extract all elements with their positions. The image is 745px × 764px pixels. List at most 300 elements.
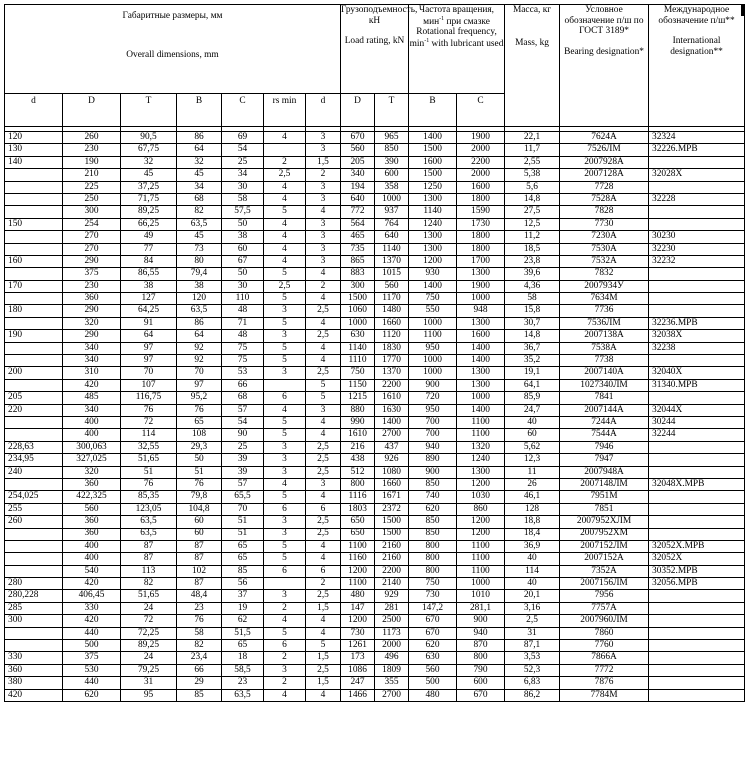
header-mass-en: Mass, kg — [515, 37, 549, 48]
table-cell: 4 — [264, 181, 306, 193]
table-cell: 234,95 — [5, 454, 63, 466]
table-cell: 110 — [222, 293, 264, 305]
table-cell — [5, 379, 63, 391]
table-cell: 3 — [264, 305, 306, 317]
table-cell: 965 — [375, 132, 409, 144]
table-cell — [649, 280, 745, 292]
table-cell: 76 — [177, 404, 222, 416]
table-cell: 5 — [306, 379, 341, 391]
table-cell: 5 — [264, 553, 306, 565]
table-cell: 1800 — [457, 243, 505, 255]
table-cell: 63,5 — [177, 218, 222, 230]
table-cell: 72 — [121, 416, 177, 428]
table-cell: 5 — [264, 416, 306, 428]
table-cell: 1,5 — [306, 677, 341, 689]
table-cell: 26 — [505, 478, 560, 490]
table-cell: 51 — [222, 528, 264, 540]
table-cell: 465 — [341, 231, 375, 243]
table-row — [5, 615, 745, 627]
table-cell: 1100 — [457, 540, 505, 552]
table-cell: 97 — [121, 355, 177, 367]
table-cell: 1000 — [341, 317, 375, 329]
table-cell: 4 — [306, 491, 341, 503]
corner-mark — [741, 4, 744, 16]
table-cell: 358 — [375, 181, 409, 193]
table-cell: 72 — [121, 615, 177, 627]
table-cell: 2007934У — [560, 280, 649, 292]
table-cell: 650 — [341, 516, 375, 528]
table-cell: 560 — [409, 664, 457, 676]
table-cell: 7730 — [560, 218, 649, 230]
table-cell: 87 — [177, 540, 222, 552]
table-row — [5, 268, 745, 280]
table-cell: 1200 — [457, 478, 505, 490]
table-cell: 62 — [222, 615, 264, 627]
table-cell: 1809 — [375, 664, 409, 676]
table-cell: 2 — [264, 652, 306, 664]
table-cell: 2,5 — [306, 528, 341, 540]
table-cell: 883 — [341, 268, 375, 280]
table-cell: 60 — [222, 243, 264, 255]
table-cell: 40 — [505, 416, 560, 428]
table-cell: 30 — [222, 280, 264, 292]
table-cell — [5, 528, 63, 540]
table-cell: 1000 — [457, 293, 505, 305]
table-cell: 14,8 — [505, 193, 560, 205]
table-cell: 76 — [121, 404, 177, 416]
table-cell: 114 — [505, 565, 560, 577]
table-cell: 216 — [341, 441, 375, 453]
table-cell — [5, 640, 63, 652]
table-cell: 4 — [264, 689, 306, 701]
table-cell: 36,9 — [505, 540, 560, 552]
table-cell: 64 — [121, 330, 177, 342]
table-cell — [5, 429, 63, 441]
table-cell: 1100 — [457, 565, 505, 577]
table-cell: 800 — [409, 553, 457, 565]
header-dimensions — [5, 5, 341, 94]
table-cell: 640 — [341, 193, 375, 205]
table-cell: 4 — [264, 218, 306, 230]
table-cell — [5, 565, 63, 577]
table-cell: 14,8 — [505, 330, 560, 342]
table-cell: 420 — [63, 578, 121, 590]
table-cell: 86,55 — [121, 268, 177, 280]
table-cell: 2,5 — [306, 305, 341, 317]
table-cell — [649, 677, 745, 689]
table-cell: 1116 — [341, 491, 375, 503]
table-cell — [649, 491, 745, 503]
table-cell: 650 — [341, 528, 375, 540]
table-cell: 990 — [341, 416, 375, 428]
table-row — [5, 317, 745, 329]
table-cell: 240 — [5, 466, 63, 478]
table-cell: 34 — [222, 169, 264, 181]
table-cell — [649, 293, 745, 305]
table-cell: 51,65 — [121, 590, 177, 602]
table-cell: 11,7 — [505, 144, 560, 156]
table-row — [5, 528, 745, 540]
table-cell: 45 — [121, 169, 177, 181]
table-cell — [649, 355, 745, 367]
table-cell: 2007152ЛМ — [560, 540, 649, 552]
table-cell: 400 — [63, 553, 121, 565]
table-cell: 37,25 — [121, 181, 177, 193]
table-cell: 58 — [222, 193, 264, 205]
table-cell — [5, 181, 63, 193]
table-cell: 530 — [63, 664, 121, 676]
table-cell: 1900 — [457, 132, 505, 144]
table-cell: 1830 — [375, 342, 409, 354]
table-cell: 3 — [306, 255, 341, 267]
table-cell: 1300 — [457, 317, 505, 329]
header-intl-ru: Международное обозначение п/ш** — [658, 5, 735, 26]
table-cell: 38 — [222, 231, 264, 243]
table-cell: 4 — [306, 429, 341, 441]
table-row — [5, 305, 745, 317]
table-cell: 5 — [264, 268, 306, 280]
table-cell: 1030 — [457, 491, 505, 503]
table-cell: 58,5 — [222, 664, 264, 676]
table-cell: 200 — [5, 367, 63, 379]
table-cell: 1000 — [457, 578, 505, 590]
table-cell: 1100 — [341, 578, 375, 590]
table-cell: 2007152А — [560, 553, 649, 565]
table-row — [5, 392, 745, 404]
table-cell: 7624А — [560, 132, 649, 144]
table-cell: 1110 — [341, 355, 375, 367]
table-cell: 4 — [306, 206, 341, 218]
table-row — [5, 602, 745, 614]
table-row — [5, 255, 745, 267]
table-cell: 2,55 — [505, 156, 560, 168]
header-frequency — [409, 5, 505, 94]
table-cell: 31 — [505, 627, 560, 639]
table-cell: 71,75 — [121, 193, 177, 205]
table-cell: 34 — [177, 181, 222, 193]
subheader-cell: C — [457, 94, 505, 127]
table-cell: 800 — [409, 565, 457, 577]
table-cell: 1500 — [341, 293, 375, 305]
table-cell: 7530А — [560, 243, 649, 255]
table-cell — [649, 652, 745, 664]
table-row — [5, 293, 745, 305]
table-cell: 65 — [222, 540, 264, 552]
table-cell: 53 — [222, 367, 264, 379]
table-cell: 740 — [409, 491, 457, 503]
table-cell: 790 — [457, 664, 505, 676]
table-cell: 3 — [306, 243, 341, 255]
table-cell — [649, 528, 745, 540]
table-cell: 1140 — [341, 342, 375, 354]
table-cell: 3 — [306, 218, 341, 230]
table-cell: 5,62 — [505, 441, 560, 453]
table-cell: 1250 — [409, 181, 457, 193]
table-cell: 87 — [177, 553, 222, 565]
table-cell: 1770 — [375, 355, 409, 367]
table-cell: 340 — [63, 355, 121, 367]
table-cell: 7760 — [560, 640, 649, 652]
table-cell: 1466 — [341, 689, 375, 701]
table-cell: 24 — [121, 602, 177, 614]
table-row — [5, 218, 745, 230]
table-cell: 380 — [5, 677, 63, 689]
table-cell: 320 — [63, 466, 121, 478]
table-cell: 127 — [121, 293, 177, 305]
table-cell: 940 — [409, 441, 457, 453]
table-cell: 31 — [121, 677, 177, 689]
table-cell: 64 — [177, 144, 222, 156]
table-cell: 1100 — [409, 330, 457, 342]
table-cell: 1080 — [375, 466, 409, 478]
table-cell: 950 — [409, 342, 457, 354]
table-cell: 32,55 — [121, 441, 177, 453]
bearing-spec-sheet — [4, 4, 744, 756]
header-row-main — [5, 5, 745, 94]
table-cell: 116,75 — [121, 392, 177, 404]
table-cell: 40 — [505, 553, 560, 565]
table-cell: 51 — [222, 516, 264, 528]
table-cell: 1590 — [457, 206, 505, 218]
table-cell: 560 — [63, 503, 121, 515]
table-cell: 30,7 — [505, 317, 560, 329]
table-cell: 120 — [177, 293, 222, 305]
table-cell: 485 — [63, 392, 121, 404]
table-row — [5, 231, 745, 243]
table-cell: 5 — [264, 342, 306, 354]
table-cell: 3 — [264, 516, 306, 528]
table-cell: 254,025 — [5, 491, 63, 503]
table-cell: 7352А — [560, 565, 649, 577]
table-cell: 2 — [264, 602, 306, 614]
table-cell: 79,4 — [177, 268, 222, 280]
table-cell: 92 — [177, 342, 222, 354]
table-cell: 1730 — [457, 218, 505, 230]
table-cell — [649, 268, 745, 280]
table-cell: 7728 — [560, 181, 649, 193]
table-cell: 67 — [222, 255, 264, 267]
table-cell: 926 — [375, 454, 409, 466]
table-cell: 3 — [306, 193, 341, 205]
table-cell: 2,5 — [264, 280, 306, 292]
table-cell: 30 — [222, 181, 264, 193]
table-cell: 940 — [457, 627, 505, 639]
table-cell: 360 — [63, 478, 121, 490]
table-cell: 1100 — [341, 540, 375, 552]
table-cell: 7772 — [560, 664, 649, 676]
table-cell: 32052X — [649, 553, 745, 565]
table-cell: 97 — [177, 379, 222, 391]
table-row — [5, 193, 745, 205]
table-cell: 4 — [264, 243, 306, 255]
table-cell: 6 — [264, 503, 306, 515]
table-cell: 69 — [222, 132, 264, 144]
table-cell: 29,3 — [177, 441, 222, 453]
table-cell: 406,45 — [63, 590, 121, 602]
table-cell: 6 — [264, 565, 306, 577]
table-cell: 38 — [121, 280, 177, 292]
table-row — [5, 280, 745, 292]
table-cell: 512 — [341, 466, 375, 478]
table-cell — [264, 379, 306, 391]
table-cell: 45 — [177, 231, 222, 243]
header-designation-en: Bearing designation* — [564, 46, 644, 57]
table-cell: 60 — [177, 528, 222, 540]
table-row — [5, 144, 745, 156]
table-cell: 68 — [222, 392, 264, 404]
table-cell: 194 — [341, 181, 375, 193]
table-cell: 173 — [341, 652, 375, 664]
table-cell: 1170 — [375, 293, 409, 305]
table-cell: 4 — [306, 416, 341, 428]
table-cell: 340 — [63, 342, 121, 354]
table-cell: 3 — [306, 478, 341, 490]
table-cell — [649, 664, 745, 676]
table-cell: 360 — [63, 528, 121, 540]
table-cell: 5 — [264, 540, 306, 552]
table-cell: 70 — [222, 503, 264, 515]
table-cell: 948 — [457, 305, 505, 317]
table-cell: 1200 — [457, 516, 505, 528]
table-cell: 32244 — [649, 429, 745, 441]
table-cell: 150 — [5, 218, 63, 230]
table-cell: 3 — [306, 404, 341, 416]
table-cell: 4 — [306, 689, 341, 701]
table-cell: 550 — [409, 305, 457, 317]
table-cell: 102 — [177, 565, 222, 577]
table-cell: 7526ЛМ — [560, 144, 649, 156]
table-cell: 220 — [5, 404, 63, 416]
table-cell: 1370 — [375, 255, 409, 267]
table-cell: 720 — [409, 392, 457, 404]
table-cell: 2,5 — [505, 615, 560, 627]
table-cell: 2200 — [375, 379, 409, 391]
table-cell: 3 — [306, 144, 341, 156]
table-cell: 1300 — [409, 193, 457, 205]
table-row — [5, 689, 745, 701]
table-cell: 60 — [177, 516, 222, 528]
table-cell: 5 — [264, 317, 306, 329]
table-cell: 1300 — [457, 466, 505, 478]
table-row — [5, 491, 745, 503]
table-cell: 2000 — [375, 640, 409, 652]
table-cell: 63,5 — [121, 528, 177, 540]
table-cell: 600 — [457, 677, 505, 689]
table-cell: 64,1 — [505, 379, 560, 391]
table-cell: 48 — [222, 330, 264, 342]
table-cell: 7851 — [560, 503, 649, 515]
header-intl-designation — [649, 5, 745, 127]
table-cell: 97 — [121, 342, 177, 354]
table-cell: 57,5 — [222, 206, 264, 218]
table-cell — [649, 441, 745, 453]
subheader-cell: d — [5, 94, 63, 127]
table-cell: 48,4 — [177, 590, 222, 602]
table-cell: 1,5 — [306, 156, 341, 168]
table-cell: 15,8 — [505, 305, 560, 317]
table-cell: 1300 — [457, 379, 505, 391]
table-cell: 3 — [264, 590, 306, 602]
table-cell: 735 — [341, 243, 375, 255]
table-cell: 1500 — [409, 169, 457, 181]
table-cell: 7956 — [560, 590, 649, 602]
table-cell: 3,16 — [505, 602, 560, 614]
table-cell: 1000 — [409, 317, 457, 329]
table-cell: 65 — [222, 640, 264, 652]
table-cell: 400 — [63, 429, 121, 441]
table-cell: 600 — [375, 169, 409, 181]
table-cell: 420 — [63, 615, 121, 627]
table-cell: 4,36 — [505, 280, 560, 292]
table-cell: 230 — [63, 144, 121, 156]
table-row — [5, 181, 745, 193]
table-cell: 205 — [5, 392, 63, 404]
table-cell: 7951М — [560, 491, 649, 503]
table-cell: 57 — [222, 478, 264, 490]
table-cell: 640 — [375, 231, 409, 243]
table-cell: 420 — [63, 379, 121, 391]
table-cell: 540 — [63, 565, 121, 577]
table-cell: 1000 — [457, 392, 505, 404]
table-cell: 24,7 — [505, 404, 560, 416]
table-cell: 280 — [5, 578, 63, 590]
table-row — [5, 454, 745, 466]
table-cell: 1400 — [375, 416, 409, 428]
table-cell: 1500 — [375, 528, 409, 540]
table-cell: 937 — [375, 206, 409, 218]
table-cell: 281,1 — [457, 602, 505, 614]
table-cell: 5 — [306, 640, 341, 652]
table-cell: 58 — [177, 627, 222, 639]
table-cell: 85 — [177, 689, 222, 701]
table-cell: 7946 — [560, 441, 649, 453]
table-cell: 32226.MPB — [649, 144, 745, 156]
table-cell: 51,5 — [222, 627, 264, 639]
table-cell: 7244А — [560, 416, 649, 428]
table-cell: 1086 — [341, 664, 375, 676]
table-cell: 437 — [375, 441, 409, 453]
table-cell: 2 — [264, 677, 306, 689]
table-cell: 19 — [222, 602, 264, 614]
table-cell: 76 — [177, 478, 222, 490]
header-designation — [560, 5, 649, 127]
table-cell: 5 — [264, 491, 306, 503]
table-cell: 52,3 — [505, 664, 560, 676]
table-cell: 2140 — [375, 578, 409, 590]
table-cell: 890 — [409, 454, 457, 466]
table-cell: 23,8 — [505, 255, 560, 267]
table-row — [5, 132, 745, 144]
table-cell: 1010 — [457, 590, 505, 602]
table-cell: 7538А — [560, 342, 649, 354]
table-cell: 320 — [63, 317, 121, 329]
table-cell: 2000 — [457, 144, 505, 156]
table-cell: 1140 — [409, 206, 457, 218]
header-load-en: Load rating, kN — [344, 36, 405, 47]
table-row — [5, 640, 745, 652]
table-row — [5, 516, 745, 528]
table-cell — [649, 516, 745, 528]
table-cell: 2200 — [375, 565, 409, 577]
table-cell: 84 — [121, 255, 177, 267]
table-cell: 11 — [505, 466, 560, 478]
table-cell: 7784М — [560, 689, 649, 701]
table-cell: 4 — [264, 615, 306, 627]
table-cell: 1400 — [457, 342, 505, 354]
table-cell: 4 — [264, 132, 306, 144]
table-cell: 1800 — [457, 193, 505, 205]
table-row — [5, 664, 745, 676]
